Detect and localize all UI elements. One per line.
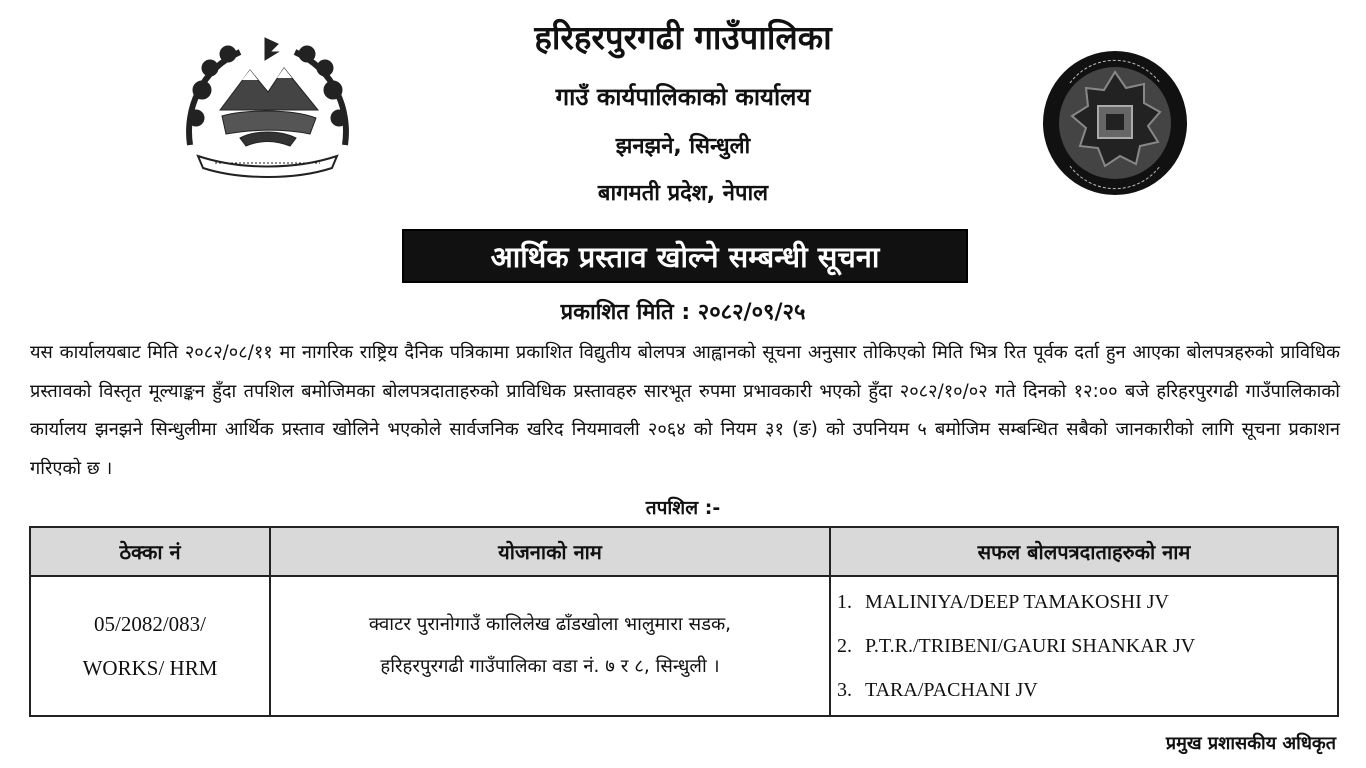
notice-body: यस कार्यालयबाट मिति २०८२/०८/११ मा नागरिक राष्ट्रिय दैनिक पत्रिकामा प्रकाशित विद्युतीय बोलपत्र आह्वानको सूचना अनुसार तोकिएको मिति भित्र रित पूर्वक दर्ता हुन आएका बोलपत्रहरुको प्राविधिक प्रस्तावको विस्तृत मूल्याङ्कन हुँदा तपशिल बमोजिमका बोलपत्रदाताहरुको प्राविधिक प्रस्तावहरु सारभूत रुपमा प्रभावकारी भएको हुँदा २०८२/१०/०२ गते दिनको १२:०० बजे हरिहरपुरगढी गाउँपालिकाको कार्यालय झनझने सिन्धुलीमा आर्थिक प्रस्ताव खोलिने भएकोले सार्वजनिक खरिद नियमावली २०६४ को नियम ३१ (ङ) को उपनियम ५ बमोजिम सम्बन्धित सबैको जानकारीको लागि सूचना प्रकाशन गरिएको छ ।: [30, 342, 1340, 479]
published-date-value: २०८२/०९/२५: [697, 300, 806, 325]
details-label: तपशिल :-: [645, 497, 721, 519]
bidder-number: 2.: [837, 635, 852, 657]
bidders-cell: [830, 576, 1338, 716]
header-scheme-name: योजनाको नाम: [270, 527, 830, 576]
scheme-name-cell: [270, 576, 830, 716]
bidders-list: [837, 580, 1337, 712]
province-name: बागमती प्रदेश, नेपाल: [597, 181, 769, 206]
contract-no-line: WORKS/ HRM: [82, 656, 218, 680]
scheme-name-line: क्वाटर पुरानोगाउँ कालिलेख ढाँडखोला भालुमारा सडक,: [368, 614, 732, 635]
bidder-number: 1.: [837, 591, 852, 613]
signature-title: प्रमुख प्रशासकीय अधिकृत: [1165, 733, 1336, 754]
details-table: [29, 526, 1339, 717]
bidder-number: 3.: [837, 679, 852, 701]
municipality-seal-icon: [1040, 48, 1190, 198]
scheme-name-line: हरिहरपुरगढी गाउँपालिका वडा नं. ७ र ८, सिन्धुली ।: [380, 656, 720, 677]
contract-no-cell: [30, 576, 270, 716]
bidder-name: TARA/PACHANI JV: [865, 679, 1038, 701]
notice-title: आर्थिक प्रस्ताव खोल्ने सम्बन्धी सूचना: [402, 229, 968, 283]
header-bidders: सफल बोलपत्रदाताहरुको नाम: [830, 527, 1338, 576]
bidder-item: [837, 624, 1337, 668]
bidder-name: MALINIYA/DEEP TAMAKOSHI JV: [865, 591, 1169, 613]
municipality-name: हरिहरपुरगढी गाउँपालिका: [534, 18, 832, 57]
table-row: [30, 576, 1338, 716]
table-header-row: [30, 527, 1338, 576]
office-location: झनझने, सिन्धुली: [615, 134, 751, 159]
published-date-line: [0, 296, 1366, 326]
office-name: गाउँ कार्यपालिकाको कार्यालय: [555, 83, 811, 111]
contract-no-line: 05/2082/083/: [93, 612, 206, 636]
header-contract-no: ठेक्का नं: [30, 527, 270, 576]
bidder-name: P.T.R./TRIBENI/GAURI SHANKAR JV: [865, 635, 1196, 657]
bidder-item: [837, 668, 1337, 712]
bidder-item: [837, 580, 1337, 624]
published-date-label: प्रकाशित मिति :: [560, 300, 691, 325]
